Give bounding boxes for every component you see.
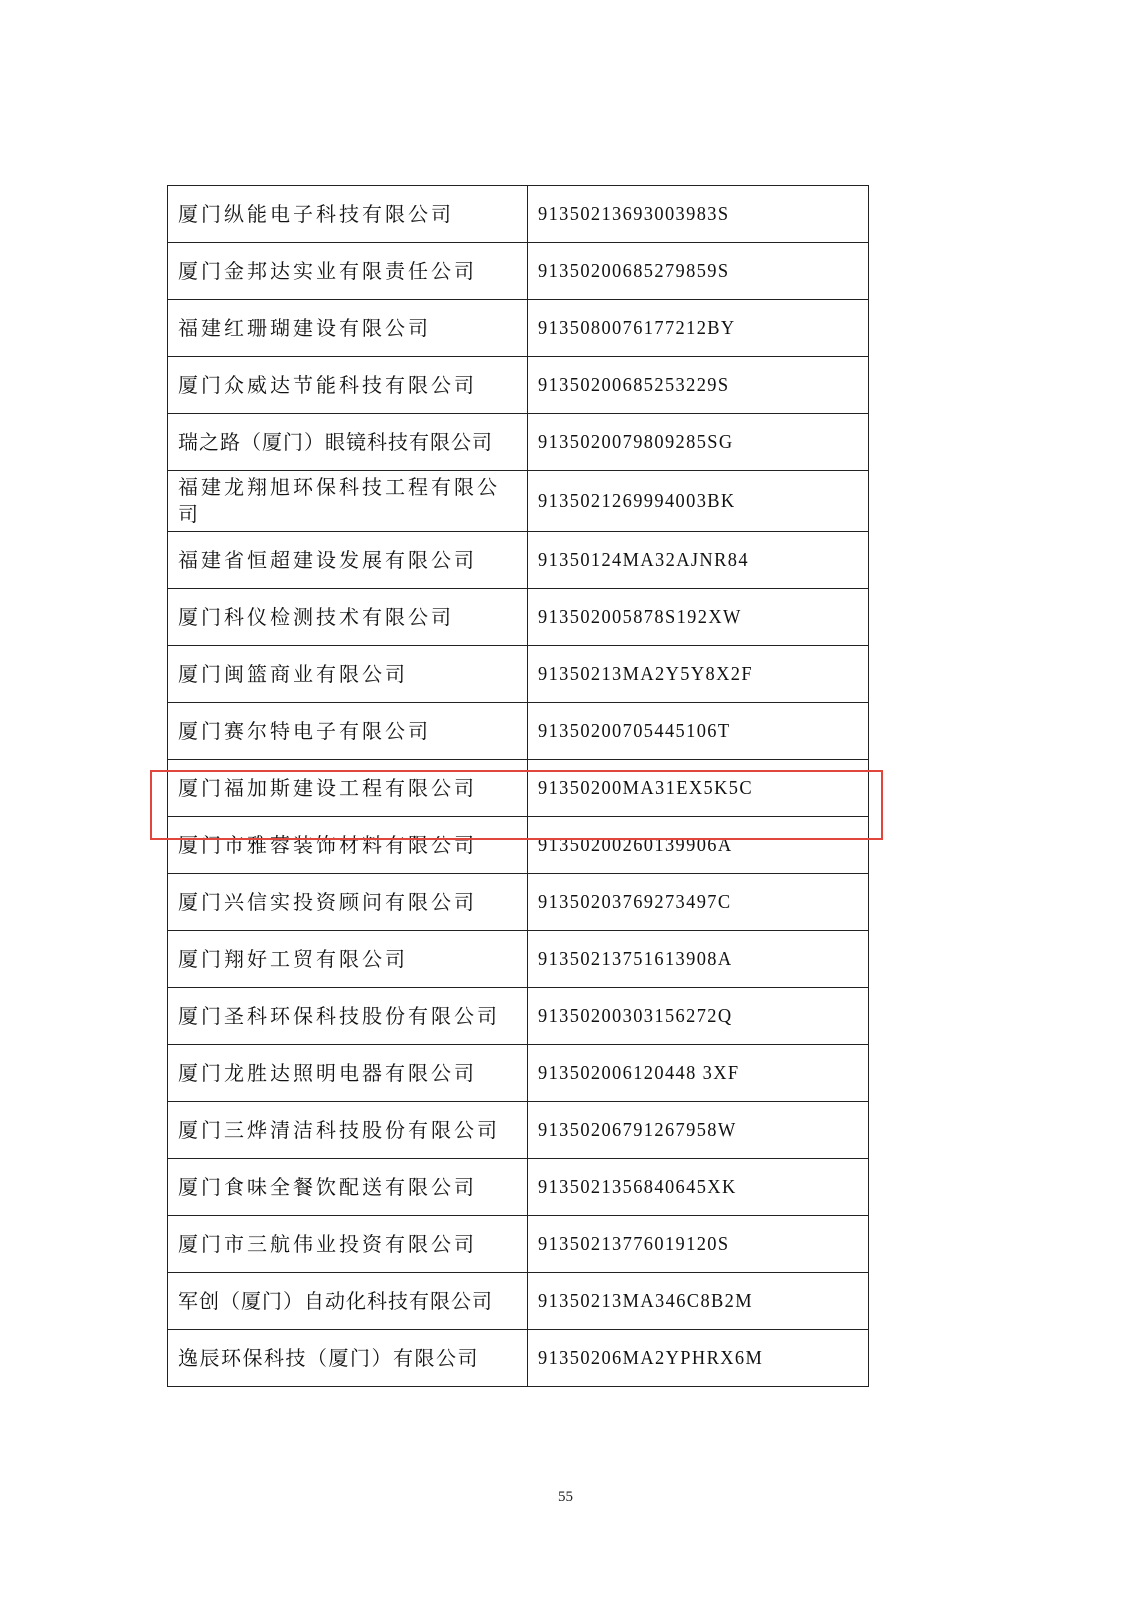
credit-code-cell [528,1273,869,1330]
credit-code-text: 91350213MA2Y5Y8X2F [538,662,753,685]
company-name-cell: 福建省恒超建设发展有限公司 [168,532,528,589]
credit-code-cell [528,532,869,589]
company-name-cell: 厦门兴信实投资顾问有限公司 [168,874,528,931]
company-name-cell: 厦门三烨清洁科技股份有限公司 [168,1102,528,1159]
table-row [168,817,869,874]
credit-code-text: 91350206791267958W [538,1118,737,1141]
company-name-cell: 厦门福加斯建设工程有限公司 [168,760,528,817]
credit-code-text: 91350200685279859S [538,259,730,282]
table-row [168,988,869,1045]
company-name-cell: 厦门食味全餐饮配送有限公司 [168,1159,528,1216]
credit-code-text: 9135020079809285SG [538,430,734,453]
company-name-cell: 厦门龙胜达照明电器有限公司 [168,1045,528,1102]
credit-code-cell [528,186,869,243]
company-name-cell: 厦门科仪检测技术有限公司 [168,589,528,646]
company-name-cell: 厦门市雅蓉装饰材料有限公司 [168,817,528,874]
credit-code-cell [528,703,869,760]
credit-code-cell [528,931,869,988]
table-row [168,1045,869,1102]
company-name-cell: 厦门金邦达实业有限责任公司 [168,243,528,300]
credit-code-cell [528,817,869,874]
table-row-highlighted [168,760,869,817]
credit-code-text: 9135080076177212BY [538,316,736,339]
credit-code-text: 9135021269994003BK [538,489,736,512]
table-row [168,532,869,589]
credit-code-cell [528,300,869,357]
credit-code-text: 91350124MA32AJNR84 [538,548,749,571]
company-name-cell: 厦门圣科环保科技股份有限公司 [168,988,528,1045]
company-name-cell: 厦门众威达节能科技有限公司 [168,357,528,414]
credit-code-cell [528,874,869,931]
table-row [168,1330,869,1387]
credit-code-cell [528,414,869,471]
credit-code-text: 91350200705445106T [538,719,731,742]
credit-code-cell [528,357,869,414]
credit-code-text: 91350213776019120S [538,1232,730,1255]
credit-code-cell [528,243,869,300]
table-row [168,1102,869,1159]
company-name-cell: 福建红珊瑚建设有限公司 [168,300,528,357]
credit-code-cell [528,589,869,646]
table-row [168,589,869,646]
credit-code-text: 91350213751613908A [538,947,733,970]
credit-code-cell [528,1216,869,1273]
table-row [168,646,869,703]
credit-code-text: 91350206MA2YPHRX6M [538,1346,764,1369]
table-row [168,243,869,300]
credit-code-cell [528,1045,869,1102]
table-row [168,1273,869,1330]
credit-code-text: 91350200303156272Q [538,1004,733,1027]
credit-code-text: 91350200260139906A [538,833,733,856]
credit-code-cell [528,760,869,817]
company-table [167,185,869,1387]
company-name-cell: 军创（厦门）自动化科技有限公司 [168,1273,528,1330]
company-name-cell: 厦门纵能电子科技有限公司 [168,186,528,243]
table-row [168,1159,869,1216]
table-row [168,357,869,414]
company-name-cell: 逸辰环保科技（厦门）有限公司 [168,1330,528,1387]
credit-code-cell [528,1159,869,1216]
page-number: 55 [558,1489,573,1505]
table-row [168,186,869,243]
credit-code-text: 91350213693003983S [538,202,730,225]
credit-code-text: 913502005878S192XW [538,605,742,628]
table-row [168,414,869,471]
company-name-cell: 厦门翔好工贸有限公司 [168,931,528,988]
company-name-cell: 福建龙翔旭环保科技工程有限公司 [168,471,528,532]
company-name-cell: 厦门赛尔特电子有限公司 [168,703,528,760]
company-name-cell: 厦门市三航伟业投资有限公司 [168,1216,528,1273]
table-row [168,300,869,357]
table-row [168,1216,869,1273]
table-row [168,931,869,988]
credit-code-text: 91350213MA346C8B2M [538,1289,754,1312]
credit-code-text: 91350200685253229S [538,373,730,396]
credit-code-cell [528,646,869,703]
credit-code-cell [528,988,869,1045]
credit-code-cell [528,1330,869,1387]
credit-code-text: 9135021356840645XK [538,1175,737,1198]
table-row [168,471,869,532]
credit-code-cell [528,1102,869,1159]
credit-code-text: 913502006120448 3XF [538,1061,740,1084]
credit-code-text: 91350203769273497C [538,890,732,913]
credit-code-text: 91350200MA31EX5K5C [538,776,753,799]
table-row [168,703,869,760]
company-name-cell: 瑞之路（厦门）眼镜科技有限公司 [168,414,528,471]
credit-code-cell [528,471,869,532]
table-row [168,874,869,931]
company-name-cell: 厦门闽篮商业有限公司 [168,646,528,703]
